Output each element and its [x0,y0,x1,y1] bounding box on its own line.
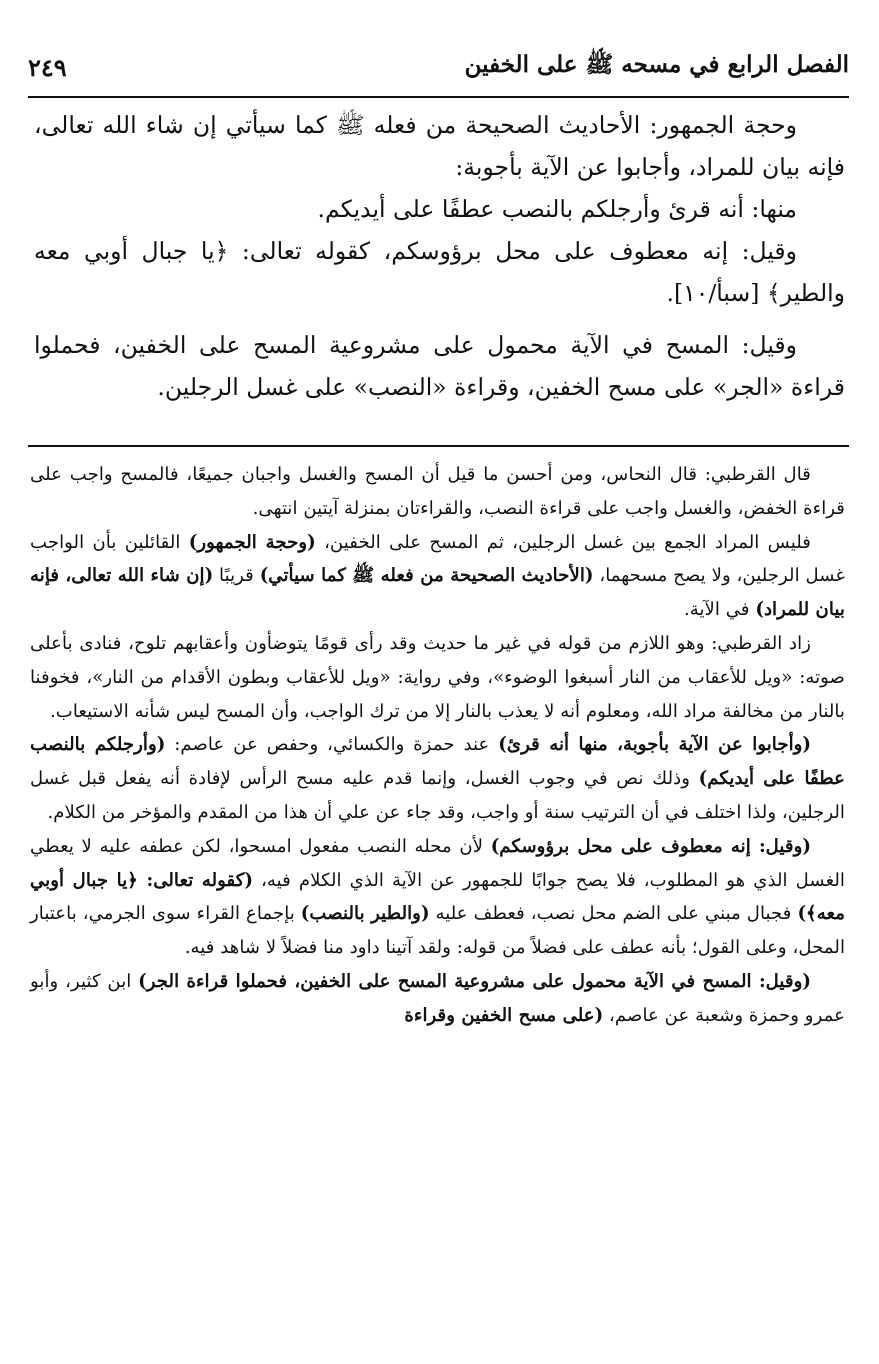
commentary-text: وذلك نص في وجوب الغسل، وإنما قدم عليه مسح الرأس لإفادة أنه يفعل قبل غسل الرجلين، ولذا اختلف في أن الترتيب سنة أو واجب، وقد جاء عن علي أن هذا من المقدم والمؤخر من الكلام. [30,768,845,823]
commentary-paragraph [30,728,845,829]
commentary-paragraph [30,830,845,965]
main-paragraph: وقيل: المسح في الآية محمول على مشروعية المسح على الخفين، فحملوا قراءة «الجر» على مسح الخفين، وقراءة «النصب» على غسل الرجلين. [34,331,845,401]
page-header [28,38,849,98]
quoted-matn: (وأجابوا عن الآية بأجوبة، منها أنه قرئ) [498,734,812,756]
commentary [30,458,845,1033]
commentary-paragraph [30,965,845,1033]
commentary-text: فليس المراد الجمع بين غسل الرجلين، ثم المسح على الخفين، [315,531,811,553]
commentary-paragraph [30,526,845,627]
commentary-text: بإجماع القراء سوى الجرمي، باعتبار المحل، وعلى القول؛ بأنه عطف على فضلاً من قوله: ولقد آتينا داود منا فضلاً لا شاهد فيه. [30,903,845,959]
quoted-matn: (وأرجلكم بالنصب عطفًا على أيديكم) [30,734,845,790]
commentary-text: في الآية. [683,599,756,621]
commentary-text: القائلين بأن الواجب غسل الرجلين، ولا يصح مسحهما، [30,531,845,587]
quoted-matn: (وحجة الجمهور) [188,531,316,553]
main-text [34,104,845,408]
commentary-text: فجبال مبني على الضم محل نصب، فعطف عليه [429,903,798,925]
running-title: الفصل الرابع في مسحه ﷺ على الخفين [464,51,849,78]
quoted-matn: (وقيل: المسح في الآية محمول على مشروعية المسح على الخفين، فحملوا قراءة الجر) [138,970,812,992]
commentary-paragraph: قال القرطبي: قال النحاس، ومن أحسن ما قيل أن المسح والغسل واجبان جميعًا، فالمسح واجب على قراءة الخفض، والغسل واجب على قراءة النصب، والقراءتان بمنزلة آيتين انتهى. [30,464,845,519]
commentary-text: لأن محله النصب مفعول امسحوا، لكن عطفه عليه لا يعطي الغسل الذي هو المطلوب، فلا يصح جوابًا للجمهور عن الآية الذي الكلام فيه، [30,835,845,891]
footnote-divider [28,445,849,447]
quoted-matn: (الأحاديث الصحيحة من فعله ﷺ كما سيأتي) [259,565,594,587]
main-paragraph: منها: أنه قرئ وأرجلكم بالنصب عطفًا على أيديكم. [317,195,797,223]
main-paragraph: وقيل: إنه معطوف على محل برؤوسكم، كقوله تعالى: ﴿يا جبال أوبي معه والطير﴾ [سبأ/١٠]. [34,237,845,307]
quoted-matn: (إن شاء الله تعالى، فإنه بيان للمراد) [30,565,845,621]
quoted-matn: (وقيل: إنه معطوف على محل برؤوسكم) [490,835,812,857]
quoted-matn: (على مسح الخفين وقراءة [404,1004,604,1026]
commentary-text: ابن كثير، وأبو عمرو وحمزة وشعبة عن عاصم، [30,970,845,1026]
page-number: ٢٤٩ [28,52,67,82]
main-paragraph: وحجة الجمهور: الأحاديث الصحيحة من فعله ﷺ كما سيأتي إن شاء الله تعالى، فإنه بيان للمراد، وأجابوا عن الآية بأجوبة: [34,111,845,181]
commentary-text: قريبًا [213,565,260,587]
quoted-matn: (كقوله تعالى: ﴿يا جبال أوبي معه﴾) [30,869,845,925]
commentary-text: عند حمزة والكسائي، وحفص عن عاصم: [165,734,499,756]
commentary-paragraph: زاد القرطبي: وهو اللازم من قوله في غير ما حديث وقد رأى قومًا يتوضأون وأعقابهم تلوح، فنادى بأعلى صوته: «ويل للأعقاب من النار أسبغوا الوضوء»، وفي رواية: «ويل للأعقاب وبطون الأقدام من النار»، فخوفنا بالنار من مخالفة مراد الله، ومعلوم أنه لا يعذب بالنار إلا من ترك الواجب، وأن المسح ليس شأنه الاستيعاب. [30,632,845,722]
quoted-matn: (والطير بالنصب) [300,903,430,925]
